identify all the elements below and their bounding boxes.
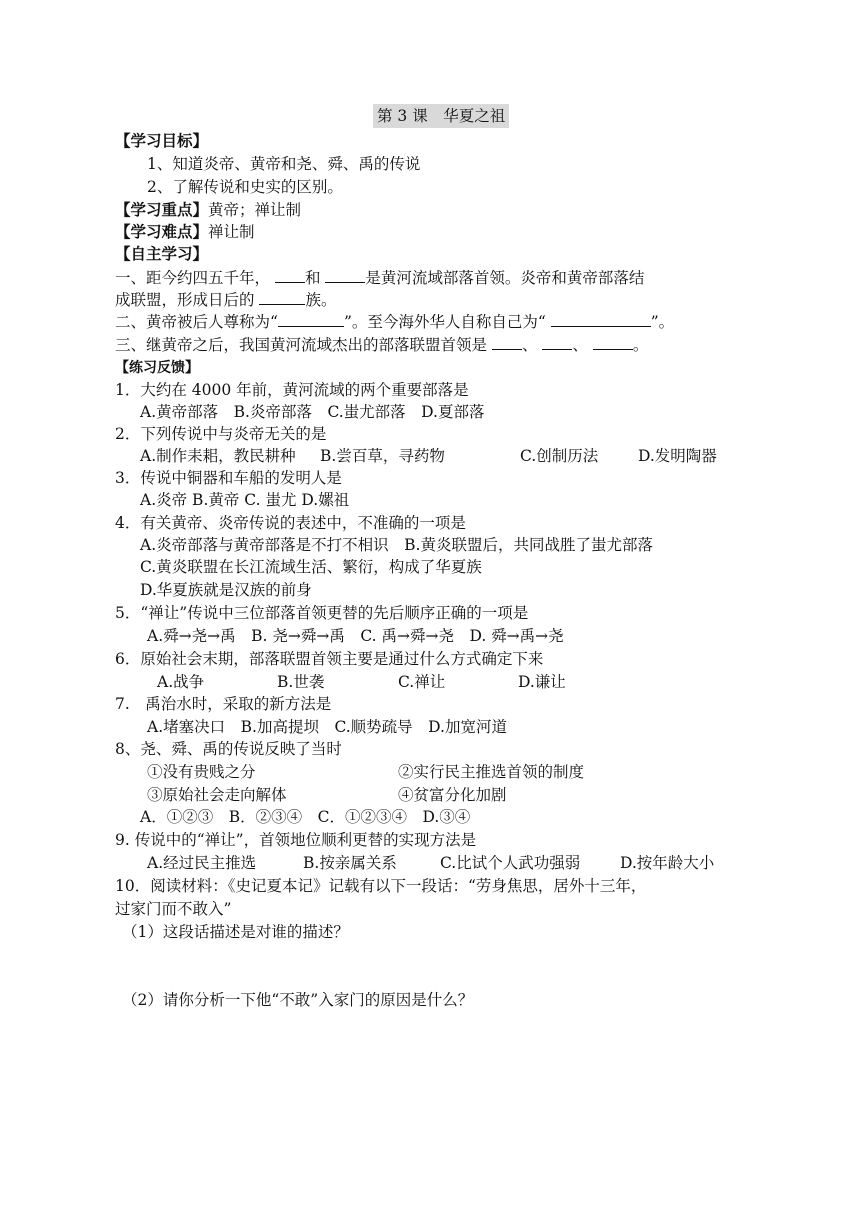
question-2-option-b: B.尝百草，寻药物	[320, 447, 445, 465]
s2-text-a: 二、黄帝被后人尊称为“	[115, 313, 278, 331]
question-2-option-d: D.发明陶器	[638, 447, 717, 465]
question-9-option-a: A.经过民主推选	[147, 854, 257, 872]
focus-line	[115, 200, 301, 220]
focus-text: 黄帝；禅让制	[208, 201, 302, 219]
s3-sep: 、	[521, 336, 538, 354]
question-9-option-d: D.按年龄大小	[620, 854, 715, 872]
self-study-line-4	[115, 335, 648, 355]
question-9-option-c: C.比试个人武功强弱	[440, 854, 581, 872]
question-7: 7. 禹治水时，采取的新方法是	[115, 695, 332, 713]
difficulty-heading: 【学习难点】	[115, 222, 209, 241]
s1-text-e: 族。	[305, 291, 337, 309]
question-10: 10．阅读材料：《史记夏本记》记载有以下一段话：“劳身焦思，居外十三年，	[115, 877, 647, 895]
question-8-item-2: ②实行民主推选首领的制度	[398, 763, 585, 781]
answer-blank[interactable]	[542, 335, 572, 350]
question-9: 9. 传说中的“禅让”，首领地位顺利更替的实现方法是	[115, 831, 477, 849]
self-study-heading: 【自主学习】	[115, 244, 209, 263]
question-10-part-2: （2）请你分析一下他“不敢”入家门的原因是什么？	[122, 991, 474, 1009]
question-1-options: A.黄帝部落 B.炎帝部落 C.蚩尤部落 D.夏部落	[140, 403, 485, 421]
s2-text-b: ”。至今海外华人自称自己为“	[343, 313, 546, 331]
question-6-option-c: C.禅让	[398, 673, 446, 691]
answer-blank[interactable]	[551, 312, 651, 327]
s3-sep: 、	[572, 336, 588, 354]
question-10-part-1: （1）这段话描述是对谁的描述？	[122, 923, 349, 941]
difficulty-text: 禅让制	[208, 223, 255, 241]
question-6-option-a: A.战争	[157, 673, 205, 691]
s1-text-a: 一、距今约四五千年，	[115, 269, 271, 287]
question-2-option-c: C.创制历法	[520, 447, 599, 465]
s1-text-c: 是黄河流域部落首领。炎帝和黄帝部落结	[365, 269, 645, 287]
question-5-options: A.舜→尧→禹 B. 尧→舜→禹 C. 禹→舜→尧 D. 舜→禹→尧	[147, 627, 564, 645]
question-4-option-c: C.黄炎联盟在长江流域生活、繁衍，构成了华夏族	[140, 558, 482, 576]
question-6-option-d: D.谦让	[518, 673, 566, 691]
question-8-item-1: ①没有贵贱之分	[147, 763, 256, 781]
question-6: 6．原始社会末期，部落联盟首领主要是通过什么方式确定下来	[115, 650, 544, 668]
question-1: 1．大约在 4000 年前，黄河流域的两个重要部落是	[115, 381, 469, 399]
self-study-line-1	[115, 268, 644, 288]
page-title: 第 3 课 华夏之祖	[373, 104, 509, 128]
s1-text-b: 和	[304, 269, 321, 287]
question-2-option-a: A.制作耒耜，教民耕种	[140, 447, 296, 465]
goal-1: 1、知道炎帝、黄帝和尧、舜、禹的传说	[147, 155, 421, 173]
question-4-options-ab: A.炎帝部落与黄帝部落是不打不相识 B.黄炎联盟后，共同战胜了蚩尤部落	[140, 536, 653, 554]
practice-heading: 【练习反馈】	[115, 360, 199, 376]
question-9-option-b: B.按亲属关系	[303, 854, 397, 872]
question-10-continued: 过家门而不敢入”	[115, 900, 232, 918]
question-6-option-b: B.世袭	[277, 673, 325, 691]
answer-blank[interactable]	[275, 268, 305, 283]
s1-text-d: 成联盟，形成日后的	[115, 291, 255, 309]
answer-blank[interactable]	[259, 290, 305, 305]
question-8: 8、尧、舜、禹的传说反映了当时	[115, 740, 342, 758]
difficulty-line	[115, 222, 255, 242]
question-3-options: A.炎帝 B.黄帝 C. 蚩尤 D.嫘祖	[140, 491, 350, 509]
answer-blank[interactable]	[492, 335, 522, 350]
question-8-item-3: ③原始社会走向解体	[147, 786, 287, 804]
question-4-option-d: D.华夏族就是汉族的前身	[140, 581, 312, 599]
answer-blank[interactable]	[278, 312, 344, 327]
self-study-line-2	[115, 290, 336, 310]
question-8-options: A．①②③ B．②③④ C．①②③④ D.③④	[140, 808, 471, 826]
question-7-options: A.堵塞决口 B.加高提坝 C.顺势疏导 D.加宽河道	[147, 718, 507, 736]
s2-text-c: ”。	[650, 313, 675, 331]
goals-heading: 【学习目标】	[115, 131, 209, 150]
question-8-item-4: ④贫富分化加剧	[398, 786, 507, 804]
s3-text-a: 三、继黄帝之后，我国黄河流域杰出的部落联盟首领是	[115, 336, 488, 354]
question-3: 3．传说中铜器和车船的发明人是	[115, 469, 342, 487]
question-2: 2．下列传说中与炎帝无关的是	[115, 425, 327, 443]
focus-heading: 【学习重点】	[115, 200, 209, 219]
answer-blank[interactable]	[325, 268, 365, 283]
self-study-line-3	[115, 312, 674, 332]
answer-blank[interactable]	[593, 335, 633, 350]
question-5: 5．“禅让”传说中三位部落首领更替的先后顺序正确的一项是	[115, 604, 529, 622]
s3-end: 。	[632, 336, 649, 354]
goal-2: 2、了解传说和史实的区别。	[147, 178, 343, 196]
question-4: 4．有关黄帝、炎帝传说的表述中，不准确的一项是	[115, 514, 466, 532]
